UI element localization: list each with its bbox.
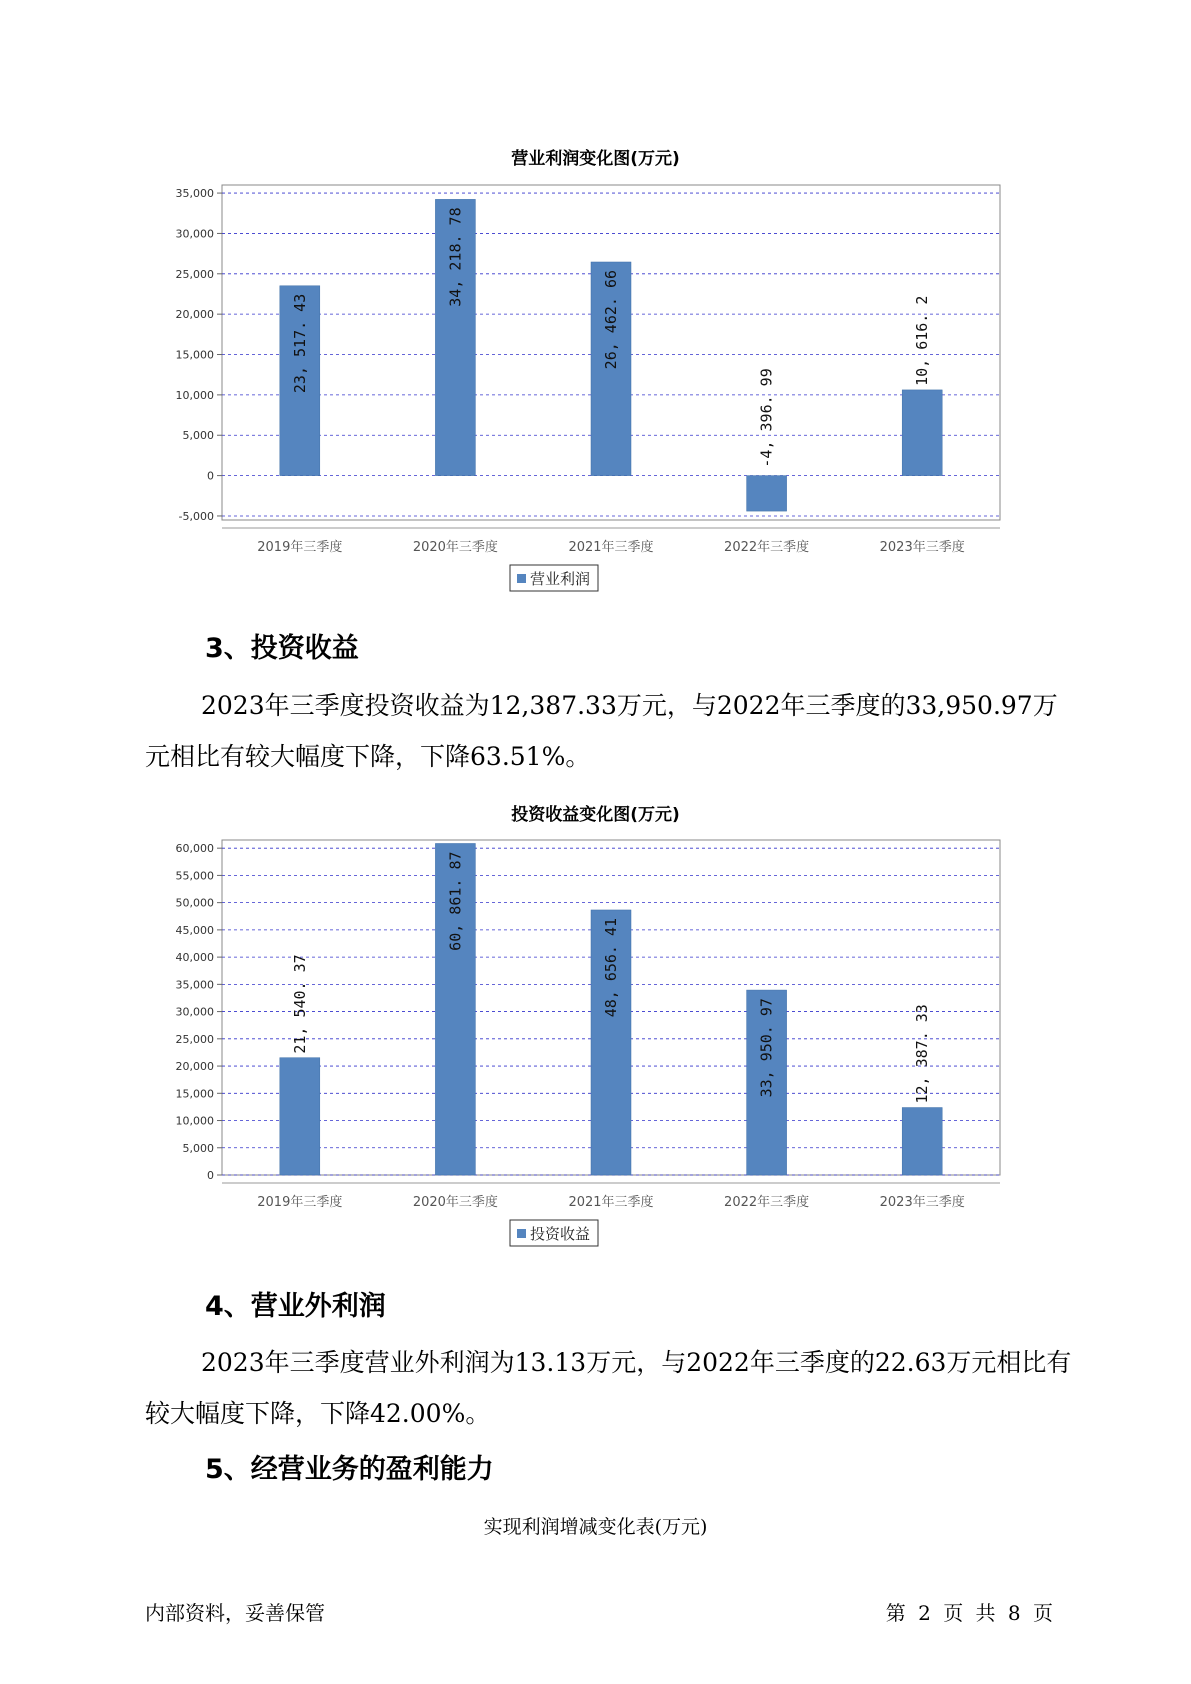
table-caption: 实现利润增减变化表(万元)	[483, 1516, 708, 1538]
bar-value-label: 26, 462. 66	[602, 269, 620, 370]
bar	[902, 390, 942, 476]
investment-income-chart	[150, 830, 1030, 1250]
y-tick-label: -5,000	[178, 509, 214, 523]
y-tick-label: 35,000	[175, 978, 214, 992]
operating-profit-chart	[150, 175, 1030, 595]
bar-value-label: 33, 950. 97	[757, 998, 776, 1098]
legend-label: 投资收益	[530, 1225, 591, 1243]
y-tick-label: 30,000	[175, 227, 214, 241]
bar-value-label: 12, 387. 33	[913, 1004, 932, 1104]
chart2-title: 投资收益变化图(万元)	[511, 805, 680, 825]
y-tick-label: 10,000	[175, 1114, 214, 1128]
bar-value-label: 34, 218. 78	[446, 207, 465, 307]
y-tick-label: 35,000	[175, 187, 214, 201]
footer-page-number: 第 2 页 共 8 页	[885, 1601, 1053, 1625]
y-tick-label: 40,000	[175, 951, 214, 965]
y-tick-label: 45,000	[175, 923, 214, 937]
section-4-paragraph: 2023年三季度营业外利润为13.13万元，与2022年三季度的22.63万元相比有较大幅度下降，下降42.00%。	[145, 1348, 1072, 1428]
y-tick-label: 15,000	[175, 1087, 214, 1101]
legend-label: 营业利润	[530, 570, 591, 588]
section-4-heading: 4、营业外利润	[205, 1291, 386, 1322]
section-3-paragraph: 2023年三季度投资收益为12,387.33万元，与2022年三季度的33,950.97万元相比有较大幅度下降，下降63.51%。	[145, 691, 1058, 771]
y-tick-label: 25,000	[175, 1032, 214, 1046]
x-tick-label: 2020年三季度	[412, 1195, 498, 1210]
section-3-heading: 3、投资收益	[205, 633, 359, 664]
x-tick-label: 2023年三季度	[879, 1195, 965, 1210]
legend	[510, 1220, 598, 1246]
y-tick-label: 55,000	[175, 869, 214, 883]
y-tick-label: 25,000	[175, 267, 214, 281]
y-tick-label: 20,000	[175, 1060, 214, 1074]
x-tick-label: 2022年三季度	[724, 1195, 810, 1210]
section-5-heading: 5、经营业务的盈利能力	[205, 1454, 494, 1485]
legend-swatch	[517, 574, 526, 583]
bar	[280, 1058, 320, 1175]
y-tick-label: 5,000	[182, 429, 214, 443]
x-tick-label: 2019年三季度	[257, 1195, 343, 1210]
y-tick-label: 50,000	[175, 896, 214, 910]
bar-value-label: 48, 656. 41	[602, 917, 620, 1018]
y-tick-label: 0	[207, 1169, 214, 1182]
bar	[747, 476, 787, 511]
y-tick-label: 0	[207, 469, 214, 483]
y-tick-label: 10,000	[175, 388, 214, 402]
y-tick-label: 5,000	[182, 1141, 214, 1155]
bar-value-label: 60, 861. 87	[446, 851, 465, 951]
bar-value-label: 23, 517. 43	[290, 293, 309, 394]
legend	[510, 565, 598, 591]
x-tick-label: 2022年三季度	[724, 540, 810, 555]
y-tick-label: 20,000	[175, 308, 214, 322]
bar-value-label: -4, 396. 99	[757, 368, 776, 468]
y-tick-label: 30,000	[175, 1005, 214, 1019]
bar-value-label: 21, 540. 37	[290, 954, 309, 1054]
bar-value-label: 10, 616. 2	[913, 295, 932, 386]
x-tick-label: 2020年三季度	[412, 540, 498, 555]
y-tick-label: 60,000	[175, 842, 214, 856]
chart1-title: 营业利润变化图(万元)	[511, 149, 680, 169]
footer-confidential-note: 内部资料，妥善保管	[145, 1601, 325, 1625]
y-tick-label: 15,000	[175, 348, 214, 362]
legend-swatch	[517, 1229, 526, 1238]
x-tick-label: 2019年三季度	[257, 540, 343, 555]
bar	[902, 1108, 942, 1175]
x-tick-label: 2021年三季度	[568, 540, 654, 555]
x-tick-label: 2021年三季度	[568, 1195, 654, 1210]
x-tick-label: 2023年三季度	[879, 540, 965, 555]
